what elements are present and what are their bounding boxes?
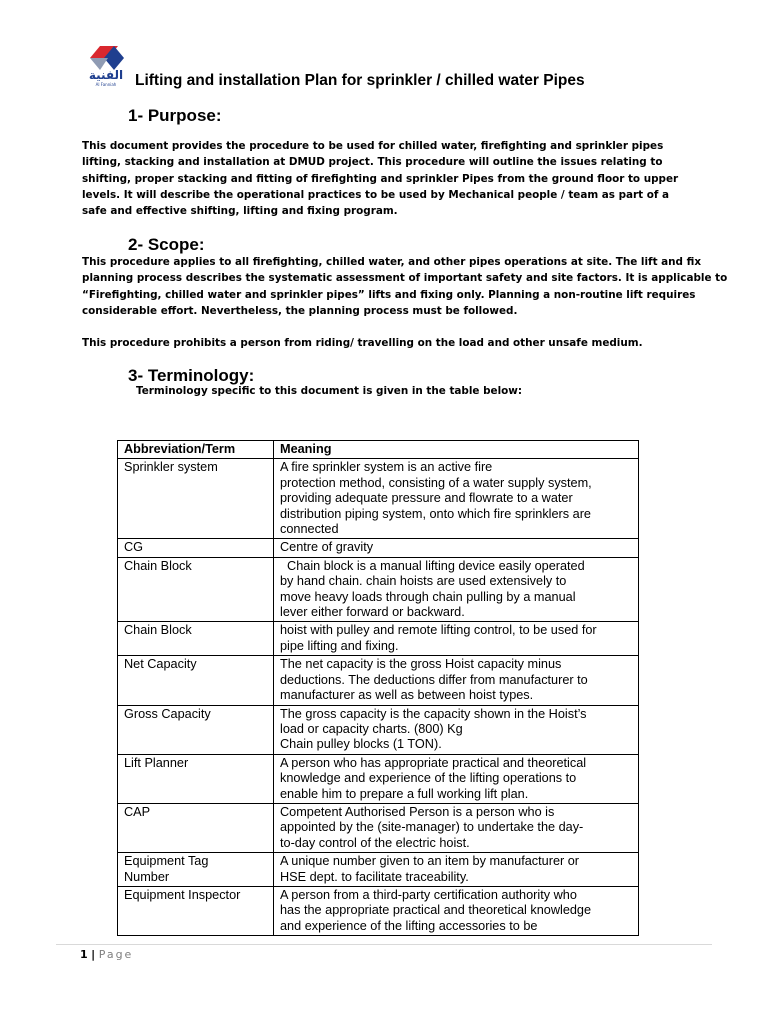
table-row	[118, 754, 639, 803]
meaning-text: connected	[280, 522, 339, 537]
meaning-cell	[274, 622, 639, 656]
meaning-text: hoist with pulley and remote lifting control, to be used for	[280, 623, 597, 638]
purpose-line: levels. It will describe the operational practices to be used by Mechanical people / team as part of a	[82, 188, 670, 201]
meaning-text: load or capacity charts. (800) Kg	[280, 721, 463, 736]
meaning-cell	[274, 853, 639, 887]
meaning-text: to-day control of the electric hoist.	[280, 835, 470, 850]
scope-paragraph	[82, 254, 728, 319]
meaning-text: enable him to prepare a full working lift plan.	[280, 786, 529, 801]
meaning-text: distribution piping system, onto which fire sprinklers are	[280, 506, 591, 521]
meaning-cell	[274, 656, 639, 705]
table-row	[118, 705, 639, 754]
purpose-line: lifting, stacking and installation at DMUD project. This procedure will outline the issues relating to	[82, 156, 663, 169]
term-text: Equipment Tag	[124, 854, 209, 869]
term-cell	[118, 705, 274, 754]
terminology-intro: Terminology specific to this document is given in the table below:	[136, 385, 523, 397]
meaning-text: A person from a third-party certification authority who	[280, 887, 577, 902]
meaning-text: HSE dept. to facilitate traceability.	[280, 869, 469, 884]
footer-separator: |	[91, 948, 96, 961]
column-header-term: Abbreviation/Term	[118, 441, 274, 459]
term-cell	[118, 656, 274, 705]
purpose-line: safe and effective shifting, lifting and fixing program.	[82, 205, 398, 218]
meaning-text: A person who has appropriate practical and theoretical	[280, 755, 587, 770]
footer-divider	[56, 944, 712, 945]
term-text: Chain Block	[124, 558, 192, 573]
company-logo	[84, 40, 128, 90]
meaning-text: by hand chain. chain hoists are used extensively to	[280, 574, 567, 589]
document-title: Lifting and installation Plan for sprinkler / chilled water Pipes	[135, 72, 585, 89]
meaning-text: has the appropriate practical and theoretical knowledge	[280, 903, 592, 918]
meaning-text: protection method, consisting of a water supply system,	[280, 475, 592, 490]
terminology-heading: 3- Terminology:	[128, 366, 255, 385]
meaning-cell	[274, 539, 639, 557]
term-text: Sprinkler system	[124, 460, 218, 475]
meaning-text: providing adequate pressure and flowrate to a water	[280, 491, 573, 506]
meaning-text: move heavy loads through chain pulling by a manual	[280, 589, 576, 604]
meaning-text: The net capacity is the gross Hoist capacity minus	[280, 657, 562, 672]
logo-subtext: Al Fanniah	[95, 82, 117, 87]
meaning-cell	[274, 754, 639, 803]
term-text: Net Capacity	[124, 657, 197, 672]
term-cell	[118, 459, 274, 539]
term-text: CAP	[124, 804, 151, 819]
scope-line: This procedure applies to all firefighting, chilled water, and other pipes operations at site. The lift and fix	[82, 256, 702, 268]
meaning-text: and experience of the lifting accessories to be	[280, 918, 538, 933]
scope-line: planning process describes the systematic assessment of important safety and site factors. It is applicable to	[82, 272, 728, 285]
logo-text: الفنية	[88, 68, 124, 82]
meaning-cell	[274, 557, 639, 622]
meaning-text: Centre of gravity	[280, 540, 374, 555]
meaning-cell	[274, 886, 639, 935]
table-row	[118, 803, 639, 852]
purpose-heading: 1- Purpose:	[128, 106, 222, 125]
meaning-text: appointed by the (site-manager) to undertake the day-	[280, 820, 584, 835]
scope-line: considerable effort. Nevertheless, the planning process must be followed.	[82, 304, 518, 317]
term-text: Equipment Inspector	[124, 887, 241, 902]
meaning-cell	[274, 459, 639, 539]
purpose-paragraph	[82, 138, 722, 219]
scope-note: This procedure prohibits a person from riding/ travelling on the load and other unsafe medium.	[82, 337, 643, 349]
table-row	[118, 539, 639, 557]
term-text: Lift Planner	[124, 755, 189, 770]
table-row	[118, 557, 639, 622]
term-cell	[118, 754, 274, 803]
scope-heading: 2- Scope:	[128, 235, 205, 254]
term-cell	[118, 803, 274, 852]
term-cell	[118, 622, 274, 656]
meaning-text: Chain block is a manual lifting device easily operated	[280, 558, 585, 573]
meaning-cell	[274, 803, 639, 852]
scope-line: “Firefighting, chilled water and sprinkler pipes” lifts and fixing only. Planning a non-routine lift requires	[82, 288, 696, 301]
purpose-line: This document provides the procedure to be used for chilled water, firefighting and sprinkler pipes	[82, 140, 664, 152]
term-cell	[118, 886, 274, 935]
term-cell	[118, 853, 274, 887]
table-row	[118, 459, 639, 539]
meaning-text: manufacturer as well as between hoist types.	[280, 688, 534, 703]
column-header-meaning: Meaning	[274, 441, 639, 459]
meaning-text: knowledge and experience of the lifting operations to	[280, 771, 577, 786]
terminology-table	[117, 440, 639, 936]
term-cell	[118, 557, 274, 622]
meaning-text: lever either forward or backward.	[280, 605, 465, 620]
term-text: Chain Block	[124, 623, 192, 638]
meaning-text: A unique number given to an item by manufacturer or	[280, 854, 580, 869]
meaning-text: Chain pulley blocks (1 TON).	[280, 737, 442, 752]
meaning-cell	[274, 705, 639, 754]
page-label: Page	[98, 948, 134, 961]
meaning-text: Competent Authorised Person is a person who is	[280, 804, 555, 819]
purpose-line: shifting, proper stacking and fitting of firefighting and sprinkler Pipes from the ground floor to upper	[82, 172, 679, 185]
table-header-row	[118, 441, 639, 459]
table-row	[118, 656, 639, 705]
meaning-text: deductions. The deductions differ from manufacturer to	[280, 672, 588, 687]
table-row	[118, 886, 639, 935]
page-footer	[80, 948, 133, 961]
page-number: 1	[80, 948, 88, 961]
meaning-text: The gross capacity is the capacity shown in the Hoist’s	[280, 706, 587, 721]
term-cell	[118, 539, 274, 557]
table-row	[118, 853, 639, 887]
meaning-text: pipe lifting and fixing.	[280, 638, 399, 653]
table-row	[118, 622, 639, 656]
term-text: CG	[124, 540, 144, 555]
meaning-text: A fire sprinkler system is an active fire	[280, 460, 493, 475]
term-text: Gross Capacity	[124, 706, 211, 721]
term-text: Number	[124, 869, 170, 884]
